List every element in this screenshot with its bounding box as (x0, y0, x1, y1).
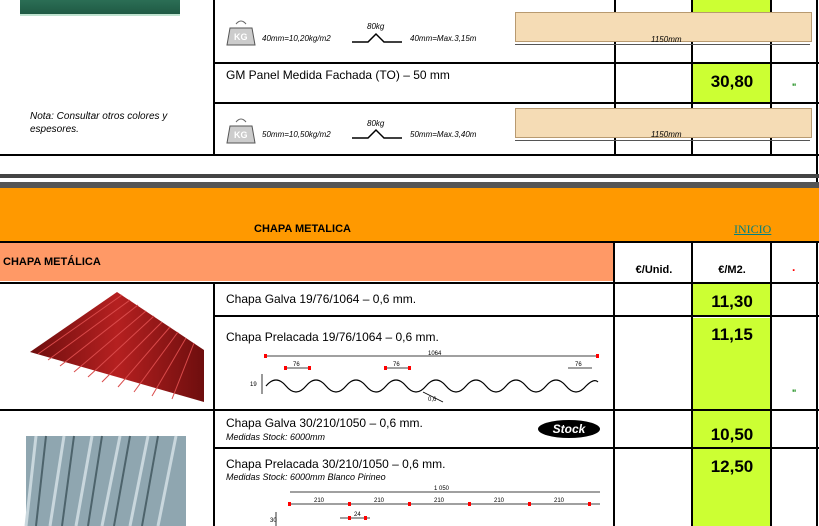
weight-icon (226, 116, 256, 144)
drawing-width: 24 (354, 512, 361, 518)
load-icon (352, 32, 402, 44)
product-name: Chapa Galva 19/76/1064 – 0,6 mm. (226, 292, 417, 306)
weight-spec: 40mm=10,20kg/m2 (262, 34, 331, 43)
product-sub: Medidas Stock: 6000mm (226, 432, 326, 442)
drawing-total: 1 050 (434, 486, 450, 492)
drawing-pitch: 76 (293, 362, 300, 368)
max-spec: 50mm=Max.3,40m (410, 130, 477, 139)
col-m2-header: €/M2. (718, 264, 746, 276)
max-spec: 40mm=Max.3,15m (410, 34, 477, 43)
drawing-pitch: 210 (314, 498, 325, 504)
gray-corrugated-sheet-image (26, 436, 186, 526)
drawing-pitch: 210 (374, 498, 385, 504)
section-divider (0, 174, 819, 178)
drawing-height: 30 (270, 518, 277, 524)
load-label: 80kg (367, 22, 385, 31)
svg-text:KG: KG (234, 130, 248, 140)
header-mark: . (792, 260, 796, 274)
drawing-thick: 0,6 (428, 397, 437, 403)
drawing-pitch: 76 (575, 362, 582, 368)
drawing-total: 1064 (428, 351, 442, 357)
load-label: 80kg (367, 119, 385, 128)
profile-drawing-19-76 (250, 348, 603, 404)
panel-width: 1150mm (651, 35, 682, 44)
weight-spec: 50mm=10,50kg/m2 (262, 130, 331, 139)
product-name: Chapa Prelacada 30/210/1050 – 0,6 mm. (226, 457, 446, 471)
mark: " (792, 82, 797, 92)
section-title: CHAPA METALICA (254, 223, 351, 235)
red-corrugated-sheet-image (22, 290, 204, 402)
drawing-pitch: 76 (393, 362, 400, 368)
drawing-height: 19 (250, 382, 257, 388)
drawing-pitch: 210 (494, 498, 505, 504)
price: 30,80 (710, 72, 754, 91)
panel-image (20, 0, 180, 16)
profile-drawing-30-210 (270, 482, 600, 526)
product-name: Chapa Prelacada 19/76/1064 – 0,6 mm. (226, 330, 439, 344)
stock-badge: Stock (538, 420, 600, 438)
product-sub: Medidas Stock: 6000mm Blanco Pirineo (226, 472, 386, 482)
note: Nota: Consultar otros colores y espesores. (30, 111, 168, 135)
drawing-pitch: 210 (434, 498, 445, 504)
price: 11,15 (711, 325, 753, 344)
col-unit-header: €/Unid. (635, 264, 673, 276)
panel-width: 1150mm (651, 130, 682, 139)
mark: " (792, 388, 797, 398)
price: 12,50 (710, 457, 754, 476)
svg-text:KG: KG (234, 32, 248, 42)
load-icon (352, 128, 402, 140)
product-name: GM Panel Medida Fachada (TO) – 50 mm (226, 68, 450, 82)
drawing-pitch: 210 (554, 498, 565, 504)
price: 10,50 (710, 425, 754, 444)
inicio-link[interactable]: INICIO (734, 222, 772, 236)
category-label: CHAPA METÁLICA (3, 256, 101, 268)
product-name: Chapa Galva 30/210/1050 – 0,6 mm. (226, 416, 423, 430)
price: 11,30 (711, 292, 753, 311)
weight-icon (226, 18, 256, 46)
section-banner (0, 188, 819, 241)
